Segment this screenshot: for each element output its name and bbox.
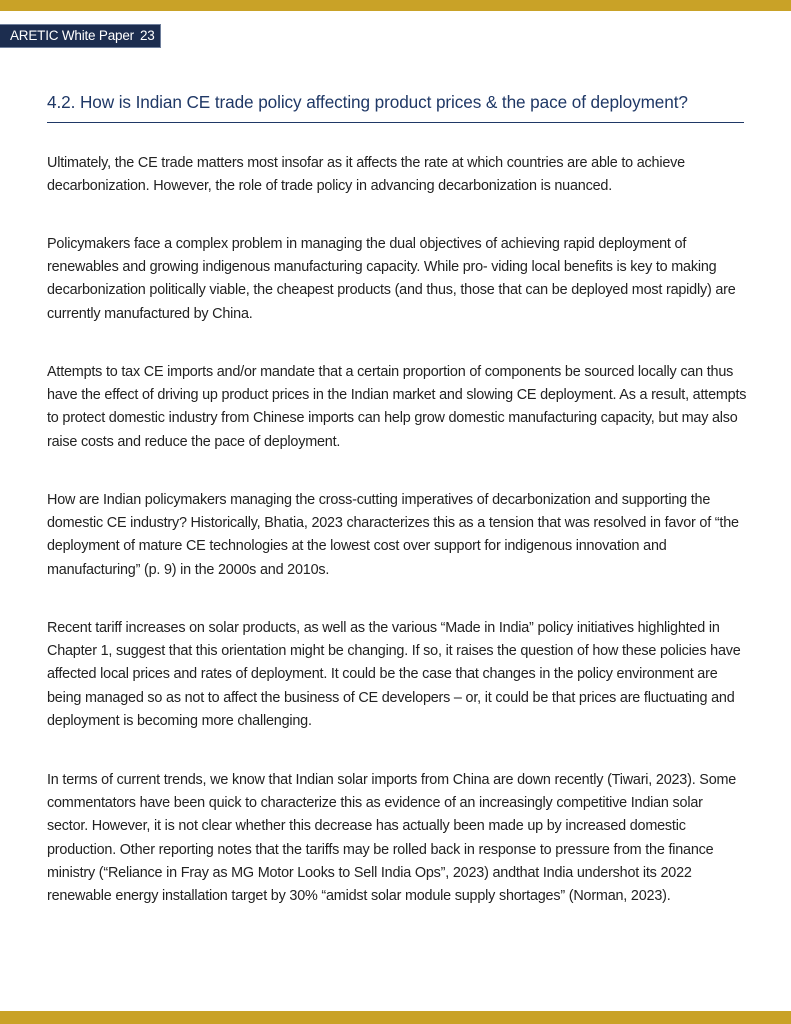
paragraph-3: Attempts to tax CE imports and/or mandate that a certain proportion of components be sourced locally can thus have the effect of driving up product prices in the Indian market and slowing CE deployment. As a result, attempts to protect domestic industry from Chinese imports can help grow domestic manufacturing capacity, but may also raise costs and reduce the pace of deployment.: [47, 364, 747, 450]
paragraph-5: Recent tariff increases on solar products, as well as the various “Made in India” policy initiatives highlighted in Chapter 1, suggest that this orientation might be changing. If so, it raises the question of how these policies have affected local prices and rates of deployment. It could be the case that changes in the policy environment are being managed so as not to affect the business of CE developers – or, it could be that prices are fluctuating and deployment is becoming more challenging.: [47, 620, 741, 729]
paragraph-2: Policymakers face a complex problem in managing the dual objectives of achieving rapid deployment of renewables and growing indigenous manufacturing capacity. While pro- viding local benefits is key to making decarbonization politically viable, the cheapest products (and thus, those that can be deployed most rapidly) are currently manufactured by China.: [47, 236, 736, 322]
page-number: 23: [139, 28, 155, 43]
paragraph-4: How are Indian policymakers managing the cross-cutting imperatives of decarbonization and supporting the domestic CE industry? Historically, Bhatia, 2023 characterizes this as a tension that was resolved in favor of “the deployment of mature CE technologies at the lowest cost over support for indigenous innovation and manufacturing” (p. 9) in the 2000s and 2010s.: [47, 492, 739, 578]
paragraph-1: Ultimately, the CE trade matters most insofar as it affects the rate at which countries are able to achieve decarbonization. However, the role of trade policy in advancing decarbonization is nuanced.: [47, 155, 685, 195]
title-divider: [47, 122, 744, 123]
document-label: ARETIC White Paper: [10, 28, 134, 43]
section-title: 4.2. How is Indian CE trade policy affecting product prices & the pace of deployment?: [47, 92, 688, 112]
document-header-tag: [0, 24, 161, 48]
bottom-accent-bar: [0, 1011, 791, 1024]
paragraph-6: In terms of current trends, we know that Indian solar imports from China are down recently (Tiwari, 2023). Some commentators have been quick to characterize this as evidence of an increasingly competitive Indian solar sector. However, it is not clear whether this decrease has actually been made up by increased domestic production. Other reporting notes that the tariffs may be rolled back in response to pressure from the finance ministry (“Reliance in Fray as MG Motor Looks to Sell India Ops”, 2023) andthat India undershot its 2022 renewable energy installation target by 30% “amidst solar module supply shortages” (Norman, 2023).: [47, 772, 737, 905]
top-accent-bar: [0, 0, 791, 11]
